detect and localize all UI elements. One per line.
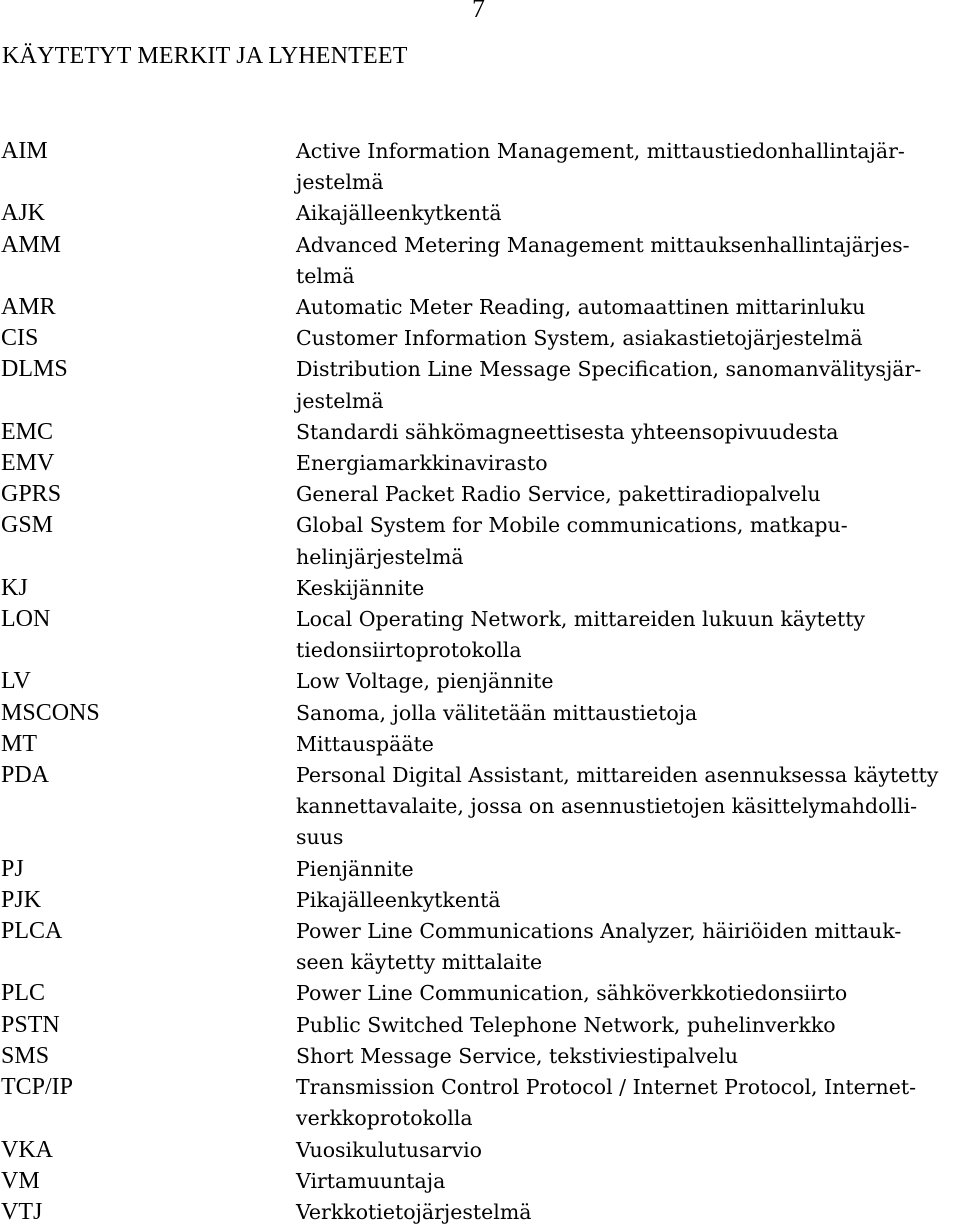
- definition-line: Public Switched Telephone Network, puhelinverkko: [296, 1012, 836, 1037]
- definition-line: Transmission Control Protocol / Internet Protocol, Internet-: [296, 1075, 917, 1100]
- abbreviation-term: CIS: [1, 325, 39, 352]
- definition-line: verkkoprotokolla: [296, 1106, 473, 1131]
- definition-line: Mittauspääte: [296, 731, 434, 756]
- abbreviation-definition: [296, 854, 960, 885]
- abbreviation-term: GPRS: [1, 481, 62, 508]
- abbreviation-term: PSTN: [1, 1011, 60, 1038]
- definition-line: Power Line Communications Analyzer, häiriöiden mittauk-: [296, 919, 902, 944]
- abbreviation-term: AMM: [1, 231, 62, 258]
- abbreviation-entry: [0, 1010, 960, 1041]
- abbreviation-entry: [0, 323, 960, 354]
- definition-line: Pikajälleenkytkentä: [296, 887, 501, 912]
- definition-line: Standardi sähkömagneettisesta yhteensopivuudesta: [296, 419, 839, 444]
- abbreviation-entry: [0, 604, 960, 666]
- abbreviation-definition: [296, 354, 960, 416]
- abbreviation-entry: [0, 1041, 960, 1072]
- abbreviation-entry: [0, 760, 960, 854]
- abbreviation-entry: [0, 510, 960, 572]
- definition-line: Keskijännite: [296, 575, 425, 600]
- abbreviation-entry: [0, 698, 960, 729]
- abbreviation-entry: [0, 1072, 960, 1134]
- definition-line: Global System for Mobile communications, matkapu-: [296, 513, 848, 538]
- definition-line: telmä: [296, 263, 355, 288]
- page-number: 7: [472, 0, 485, 23]
- abbreviation-definition: [296, 885, 960, 916]
- abbreviation-entry: [0, 916, 960, 978]
- abbreviation-term: VM: [1, 1167, 40, 1194]
- abbreviation-term: AMR: [1, 294, 56, 321]
- definition-line: Customer Information System, asiakastietojärjestelmä: [296, 326, 863, 351]
- definition-line: Pienjännite: [296, 856, 414, 881]
- definition-line: Verkkotietojärjestelmä: [296, 1199, 532, 1224]
- abbreviation-entry: [0, 292, 960, 323]
- abbreviation-definition: [296, 292, 960, 323]
- abbreviation-definition: [296, 448, 960, 479]
- abbreviation-term: KJ: [1, 574, 28, 601]
- definition-line: General Packet Radio Service, pakettiradiopalvelu: [296, 482, 821, 507]
- abbreviation-definition: [296, 417, 960, 448]
- definition-line: Local Operating Network, mittareiden lukuun käytetty: [296, 607, 866, 632]
- abbreviation-term: PDA: [1, 762, 50, 789]
- definition-line: jestelmä: [296, 170, 384, 195]
- abbreviation-term: TCP/IP: [1, 1074, 74, 1101]
- definition-line: helinjärjestelmä: [296, 544, 464, 569]
- abbreviation-entry: [0, 417, 960, 448]
- abbreviation-definition: [296, 136, 960, 198]
- definition-line: Active Information Management, mittaustiedonhallintajär-: [296, 139, 905, 163]
- abbreviation-term: GSM: [1, 512, 54, 539]
- abbreviation-term: EMC: [1, 418, 54, 445]
- abbreviation-term: PJK: [1, 886, 42, 913]
- definition-line: Personal Digital Assistant, mittareiden asennuksessa käytetty: [296, 763, 939, 788]
- abbreviation-term: AJK: [1, 200, 46, 227]
- abbreviation-definition: [296, 1041, 960, 1072]
- abbreviation-entry: [0, 448, 960, 479]
- page-heading: KÄYTETYT MERKIT JA LYHENTEET: [2, 43, 408, 69]
- abbreviation-definition: [296, 510, 960, 572]
- abbreviation-entry: [0, 666, 960, 697]
- abbreviation-term: LON: [1, 606, 51, 633]
- abbreviation-entry: [0, 1166, 960, 1197]
- abbreviation-definition: [296, 573, 960, 604]
- definition-line: Sanoma, jolla välitetään mittaustietoja: [296, 700, 698, 725]
- abbreviation-definition: [296, 666, 960, 697]
- abbreviation-entry: [0, 354, 960, 416]
- abbreviation-entry: [0, 136, 960, 198]
- abbreviation-term: MT: [1, 730, 37, 757]
- definition-line: suus: [296, 825, 344, 850]
- abbreviation-term: EMV: [1, 450, 55, 477]
- definition-line: kannettavalaite, jossa on asennustietojen käsittelymahdolli-: [296, 794, 918, 819]
- definition-line: Power Line Communication, sähköverkkotiedonsiirto: [296, 981, 848, 1006]
- abbreviation-definition: [296, 760, 960, 854]
- definition-line: tiedonsiirtoprotokolla: [296, 638, 522, 663]
- definition-line: jestelmä: [296, 388, 384, 413]
- abbreviation-definition: [296, 729, 960, 760]
- abbreviation-term: SMS: [1, 1042, 50, 1069]
- definition-line: Aikajälleenkytkentä: [296, 201, 502, 226]
- abbreviation-definition: [296, 1166, 960, 1197]
- abbreviation-definition: [296, 978, 960, 1009]
- abbreviation-term: PLC: [1, 980, 46, 1007]
- definition-line: Advanced Metering Management mittauksenhallintajärjes-: [296, 232, 910, 257]
- definition-line: Short Message Service, tekstiviestipalvelu: [296, 1043, 739, 1068]
- abbreviation-definition: [296, 198, 960, 229]
- abbreviation-entry: [0, 978, 960, 1009]
- abbreviation-entry: [0, 230, 960, 292]
- abbreviation-entry: [0, 1135, 960, 1166]
- abbreviation-entry: [0, 1197, 960, 1228]
- abbreviation-term: PJ: [1, 855, 24, 882]
- abbreviation-entry: [0, 479, 960, 510]
- abbreviation-entry: [0, 198, 960, 229]
- abbreviation-definition: [296, 1135, 960, 1166]
- abbreviation-entry: [0, 885, 960, 916]
- abbreviation-definition: [296, 604, 960, 666]
- abbreviation-list: [0, 136, 960, 1228]
- abbreviation-entry: [0, 573, 960, 604]
- definition-line: Low Voltage, pienjännite: [296, 669, 554, 694]
- abbreviation-definition: [296, 1197, 960, 1228]
- abbreviation-definition: [296, 1072, 960, 1134]
- definition-line: Energiamarkkinavirasto: [296, 451, 548, 476]
- definition-line: Automatic Meter Reading, automaattinen mittarinluku: [296, 295, 866, 320]
- definition-line: Virtamuuntaja: [296, 1168, 446, 1193]
- abbreviation-definition: [296, 323, 960, 354]
- abbreviation-term: PLCA: [1, 918, 63, 945]
- abbreviation-entry: [0, 729, 960, 760]
- abbreviation-definition: [296, 230, 960, 292]
- abbreviation-entry: [0, 854, 960, 885]
- definition-line: seen käytetty mittalaite: [296, 950, 543, 975]
- abbreviation-term: DLMS: [1, 356, 68, 383]
- abbreviation-definition: [296, 916, 960, 978]
- abbreviation-term: VKA: [1, 1136, 53, 1163]
- abbreviation-term: MSCONS: [1, 699, 100, 726]
- abbreviation-definition: [296, 698, 960, 729]
- abbreviation-term: LV: [1, 668, 31, 695]
- abbreviation-term: AIM: [1, 138, 48, 164]
- abbreviation-definition: [296, 479, 960, 510]
- abbreviation-definition: [296, 1010, 960, 1041]
- definition-line: Distribution Line Message Specification, sanomanvälitysjär-: [296, 357, 922, 382]
- abbreviation-term: VTJ: [1, 1198, 43, 1225]
- definition-line: Vuosikulutusarvio: [296, 1137, 482, 1162]
